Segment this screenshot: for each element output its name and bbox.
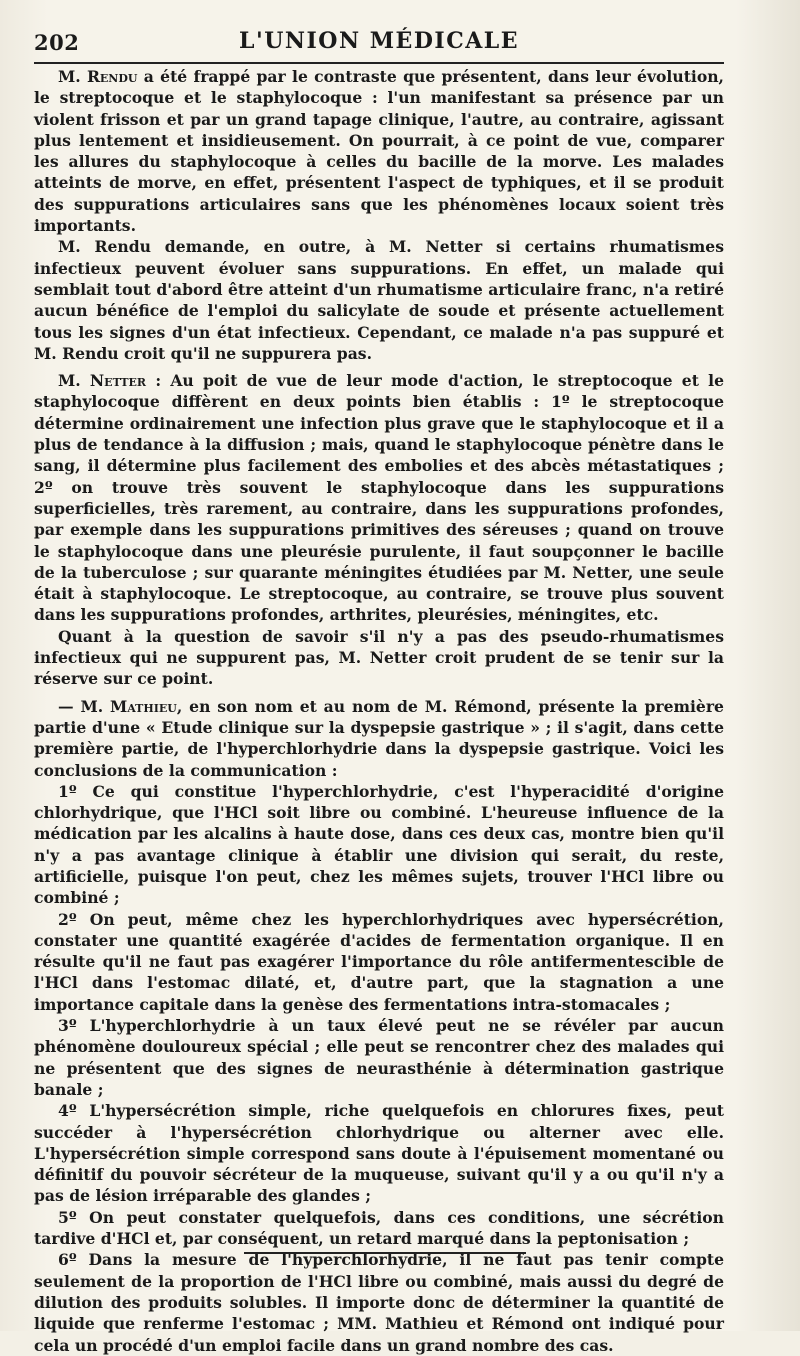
paragraph-text: 3º L'hyperchlorhydrie à un taux élevé peut ne se révéler par aucun phénomène douloureux spécial ; elle peut se rencontrer chez des malades qui ne présentent que des signes de neurasthénie à détermination gastrique banale ; [34,1016,724,1099]
conclusion-item [34,909,724,1015]
paragraph [34,626,724,690]
paragraph-text: : Au poit de vue de leur mode d'action, le streptocoque et le staphylocoque diffèrent en deux points bien établis : 1º le streptocoque détermine ordinairement une infection plus grave que le staphylocoque et il a plus de tendance à la diffusion ; mais, quand le staphylocoque pénètre dans le sang, il détermine plus facilement des embolies et des abcès métastatiques ; 2º on trouve très souvent le staphylocoque dans les suppurations superficielles, très rarement, au contraire, dans les suppurations profondes, par exemple dans les suppurations primitives des séreuses ; quand on trouve le staphylocoque dans une pleurésie purulente, il faut soupçonner le bacille de la tuberculose ; sur quarante méningites étudiées par M. Netter, une seule était à staphylocoque. Le streptocoque, au contraire, se trouve plus souvent dans les suppurations profondes, arthrites, pleurésies, méningites, etc. [34,371,724,625]
footnote-rule [244,1252,526,1254]
body-text [34,66,724,1356]
conclusion-item [34,1207,724,1250]
speaker-name: M. Netter [58,371,147,391]
paragraph-text: a été frappé par le contraste que présentent, dans leur évolution, le streptocoque et le staphylocoque : l'un manifestant sa présence par un violent frisson et par un grand tapage clinique, l'autre, au contraire, agissant plus lentement et insidieusement. On pourrait, à ce point de vue, comparer les allures du staphylocoque à celles du bacille de la morve. Les malades atteints de morve, en effet, présentent l'aspect de typhiques, et il se produit des suppurations articulaires sans que les phénomènes locaux soient très importants. [34,67,724,236]
speaker-name: — M. Mathieu [58,696,177,716]
paragraph-text: , en son nom et au nom de M. Rémond, présente la première partie d'une « Etude clinique sur la dyspepsie gastrique » ; il s'agit, dans cette première partie, de l'hyperchlorhydrie dans la dyspepsie gastrique. Voici les conclusions de la communication : [34,696,724,780]
paragraph-text: 4º L'hypersécrétion simple, riche quelquefois en chlorures fixes, peut succéder à l'hypersécrétion chlorhydrique ou alterner avec elle. L'hypersécrétion simple correspond sans doute à l'épuisement momentané ou définitif du pouvoir sécréteur de la muqueuse, suivant qu'il y a ou qu'il n'y a pas de lésion irréparable des glandes ; [34,1101,724,1206]
page-header [34,28,724,58]
paragraph-text: Quant à la question de savoir s'il n'y a pas des pseudo-rhumatismes infectieux qui ne suppurent pas, M. Netter croit prudent de se tenir sur la réserve sur ce point. [34,626,724,689]
paragraph [34,370,724,626]
conclusion-item [34,1015,724,1100]
paragraph-text: 6º Dans la mesure de l'hyperchlorhydrie, il ne faut pas tenir compte seulement de la proportion de l'HCl libre ou combiné, mais aussi du degré de dilution des produits solubles. Il importe donc de déterminer la quantité de liquide que renferme l'estomac ; MM. Mathieu et Rémond ont indiqué pour cela un procédé d'un emploi facile dans un grand nombre des cas. [34,1250,724,1355]
paragraph [34,696,724,781]
paragraph [34,236,724,364]
paragraph [34,66,724,236]
paragraph-text: 1º Ce qui constitue l'hyperchlorhydrie, c'est l'hyperacidité d'origine chlorhydrique, que l'HCl soit libre ou combiné. L'heureuse influence de la médication par les alcalins à haute dose, dans ces deux cas, montre bien qu'il n'y a pas avantage clinique à établir une division qui serait, du reste, artificielle, puisque l'on peut, chez les mêmes sujets, trouver l'HCl libre ou combiné ; [34,781,724,908]
paragraph-text: 5º On peut constater quelquefois, dans ces conditions, une sécrétion tardive d'HCl et, par conséquent, un retard marqué dans la peptonisation ; [34,1207,724,1249]
conclusion-item [34,1249,724,1355]
paragraph-text: M. Rendu demande, en outre, à M. Netter si certains rhumatismes infectieux peuvent évoluer sans suppurations. En effet, un malade qui semblait tout d'abord être atteint d'un rhumatisme articulaire franc, n'a retiré aucun bénéfice de l'emploi du salicylate de soude et présente actuellement tous les signes d'un état infectieux. Cependant, ce malade n'a pas suppuré et M. Rendu croit qu'il ne suppurera pas. [34,237,724,363]
running-head: L'UNION MÉDICALE [238,28,520,54]
page-number: 202 [34,30,80,55]
conclusion-item [34,781,724,909]
paragraph-text: 2º On peut, même chez les hyperchlorhydriques avec hypersécrétion, constater une quantité exagérée d'acides de fermentation organique. Il en résulte qu'il ne faut pas exagérer l'importance du rôle antifermentescible de l'HCl dans l'estomac dilaté, et, d'autre part, que la stagnation a une importance capitale dans la genèse des fermentations intra-stomacales ; [34,909,724,1014]
header-rule [34,62,724,64]
speaker-name: M. Rendu [58,67,138,86]
conclusion-item [34,1100,724,1206]
